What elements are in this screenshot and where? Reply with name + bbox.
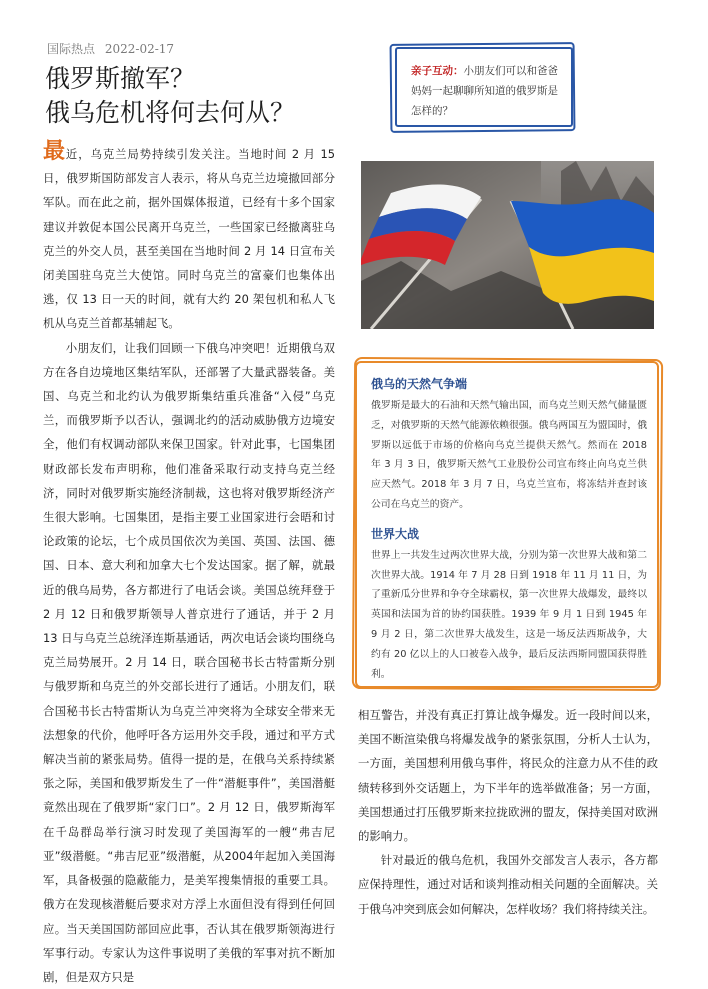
title-line-2: 俄乌危机将何去何从？ <box>45 98 296 127</box>
section-label: 国际热点 <box>47 42 96 56</box>
parent-child-interaction-box <box>395 47 573 127</box>
paragraph-1 <box>43 139 335 336</box>
knowledge-sidebar <box>355 361 659 688</box>
flags-illustration <box>361 161 654 329</box>
section-header <box>47 40 180 57</box>
article-title <box>45 62 295 130</box>
world-war-text: 世界上一共发生过两次世界大战，分别为第一次世界大战和第二次世界大战。1914 年 7 月 28 日到 1918 年 11 月 11 日，为了重新瓜分世界和争夺全球霸权，第一次世界大战爆发，最终以英国和法国为首的协约国获胜。1939 年 9 月 1 日到 1945 年 9 月 2 日，第二次世界大战发生，这是一场反法西斯战争，大约有 20 亿以上的人口被卷入战争，最后反法西斯同盟国获得胜利。 <box>371 549 647 680</box>
gas-dispute-text: 俄罗斯是最大的石油和天然气输出国，而乌克兰则天然气储量匮乏，对俄罗斯的天然气能源依赖很强。俄乌两国互为盟国时，俄罗斯以远低于市场的价格向乌克兰提供天然气。然而在 2018 年 3 月 3 日，俄罗斯天然气工业股份公司宣布终止向乌克兰供应天然气。2018 年 3 月 7 日，乌克兰宣布，将冻结并查封该公司在乌克兰的资产。 <box>371 400 647 510</box>
paragraph-3: 针对最近的俄乌危机，我国外交部发言人表示，各方都应保持理性，通过对话和谈判推动相关问题的全面解决。关于俄乌冲突到底会如何解决，怎样收场？我们将持续关注。 <box>358 853 658 916</box>
article-body-left <box>43 139 335 989</box>
interaction-label: 亲子互动： <box>411 65 464 77</box>
drop-cap: 最 <box>43 139 66 164</box>
article-body-right <box>358 703 658 921</box>
publish-date: 2022-02-17 <box>104 42 175 56</box>
title-line-1: 俄罗斯撤军？ <box>45 64 196 93</box>
paragraph-2-continued: 相互警告，并没有真正打算让战争爆发。近一段时间以来，美国不断渲染俄乌将爆发战争的紧张氛围，分析人士认为，一方面，美国想利用俄乌事件，将民众的注意力从不佳的政绩转移到外交话题上，为下半年的选举做准备；另一方面，美国想通过打压俄罗斯来拉拢欧洲的盟友，保持美国对欧洲的影响力。 <box>358 708 658 844</box>
gas-dispute-heading: 俄乌的天然气争端 <box>371 377 468 391</box>
interaction-text: 小朋友们可以和爸爸妈妈一起聊聊所知道的俄罗斯是怎样的？ <box>411 65 558 117</box>
world-war-heading: 世界大战 <box>371 526 420 541</box>
flags-photo <box>361 161 654 329</box>
paragraph-1-text: 近，乌克兰局势持续引发关注。当地时间 2 月 15 日，俄罗斯国防部发言人表示，将从乌克兰边境撤回部分军队。而在此之前，据外国媒体报道，已经有十多个国家建议并敦促本国公民离开乌克兰，一些国家已经撤离驻乌克兰的外交人员，甚至美国在当地时间 2 月 14 日宣布关闭美国驻乌克兰大使馆。同时乌克兰的富豪们也集体出逃，仅 13 日一天的时间，就有大约 20 架包机和私人飞机从乌克兰首都基辅起飞。 <box>43 147 335 331</box>
paragraph-2: 小朋友们，让我们回顾一下俄乌冲突吧！近期俄乌双方在各自边境地区集结军队，还部署了大量武器装备。美国、乌克兰和北约认为俄罗斯集结重兵准备“入侵”乌克兰，而俄罗斯予以否认，强调北约的活动威胁俄方边境安全，他们有权调动部队来保卫国家。针对此事，七国集团财政部长发布声明称，他们准备采取行动支持乌克兰经济，同时对俄罗斯实施经济制裁，这也将对俄罗斯经济产生很大影响。七国集团，是指主要工业国家进行会晤和讨论政策的论坛，七个成员国依次为美国、英国、法国、德国、日本、意大利和加拿大七个发达国家。据了解，就最近的俄乌局势，各方都进行了电话会谈。美国总统拜登于 2 月 12 日和俄罗斯领导人普京进行了通话，并于 2 月 13 日与乌克兰总统泽连斯基通话，两次电话会谈均围绕乌克兰局势展开。2 月 14 日，联合国秘书长古特雷斯分别与俄罗斯和乌克兰的外交部长进行了通话。小朋友们，联合国秘书长古特雷斯认为乌克兰冲突将为全球安全带来无法想象的代价，他呼吁各方运用外交手段，通过和平方式解决当前的紧张局势。值得一提的是，在俄乌关系持续紧张之际，美国和俄罗斯发生了一件“潜艇事件”，美国潜艇竟然出现在了俄罗斯“家门口”。2 月 12 日，俄罗斯海军在千岛群岛举行演习时发现了美国海军的一艘“弗吉尼亚”级潜艇。“弗吉尼亚”级潜艇，从2004年起加入美国海军，具备极强的隐蔽能力，是美军搜集情报的重要工具。俄方在发现核潜艇后要求对方浮上水面但没有得到任何回应。当天美国国防部回应此事，否认其在俄罗斯领海进行军事行动。专家认为这件事说明了美俄的军事对抗不断加剧，但是双方只是 <box>43 340 335 984</box>
